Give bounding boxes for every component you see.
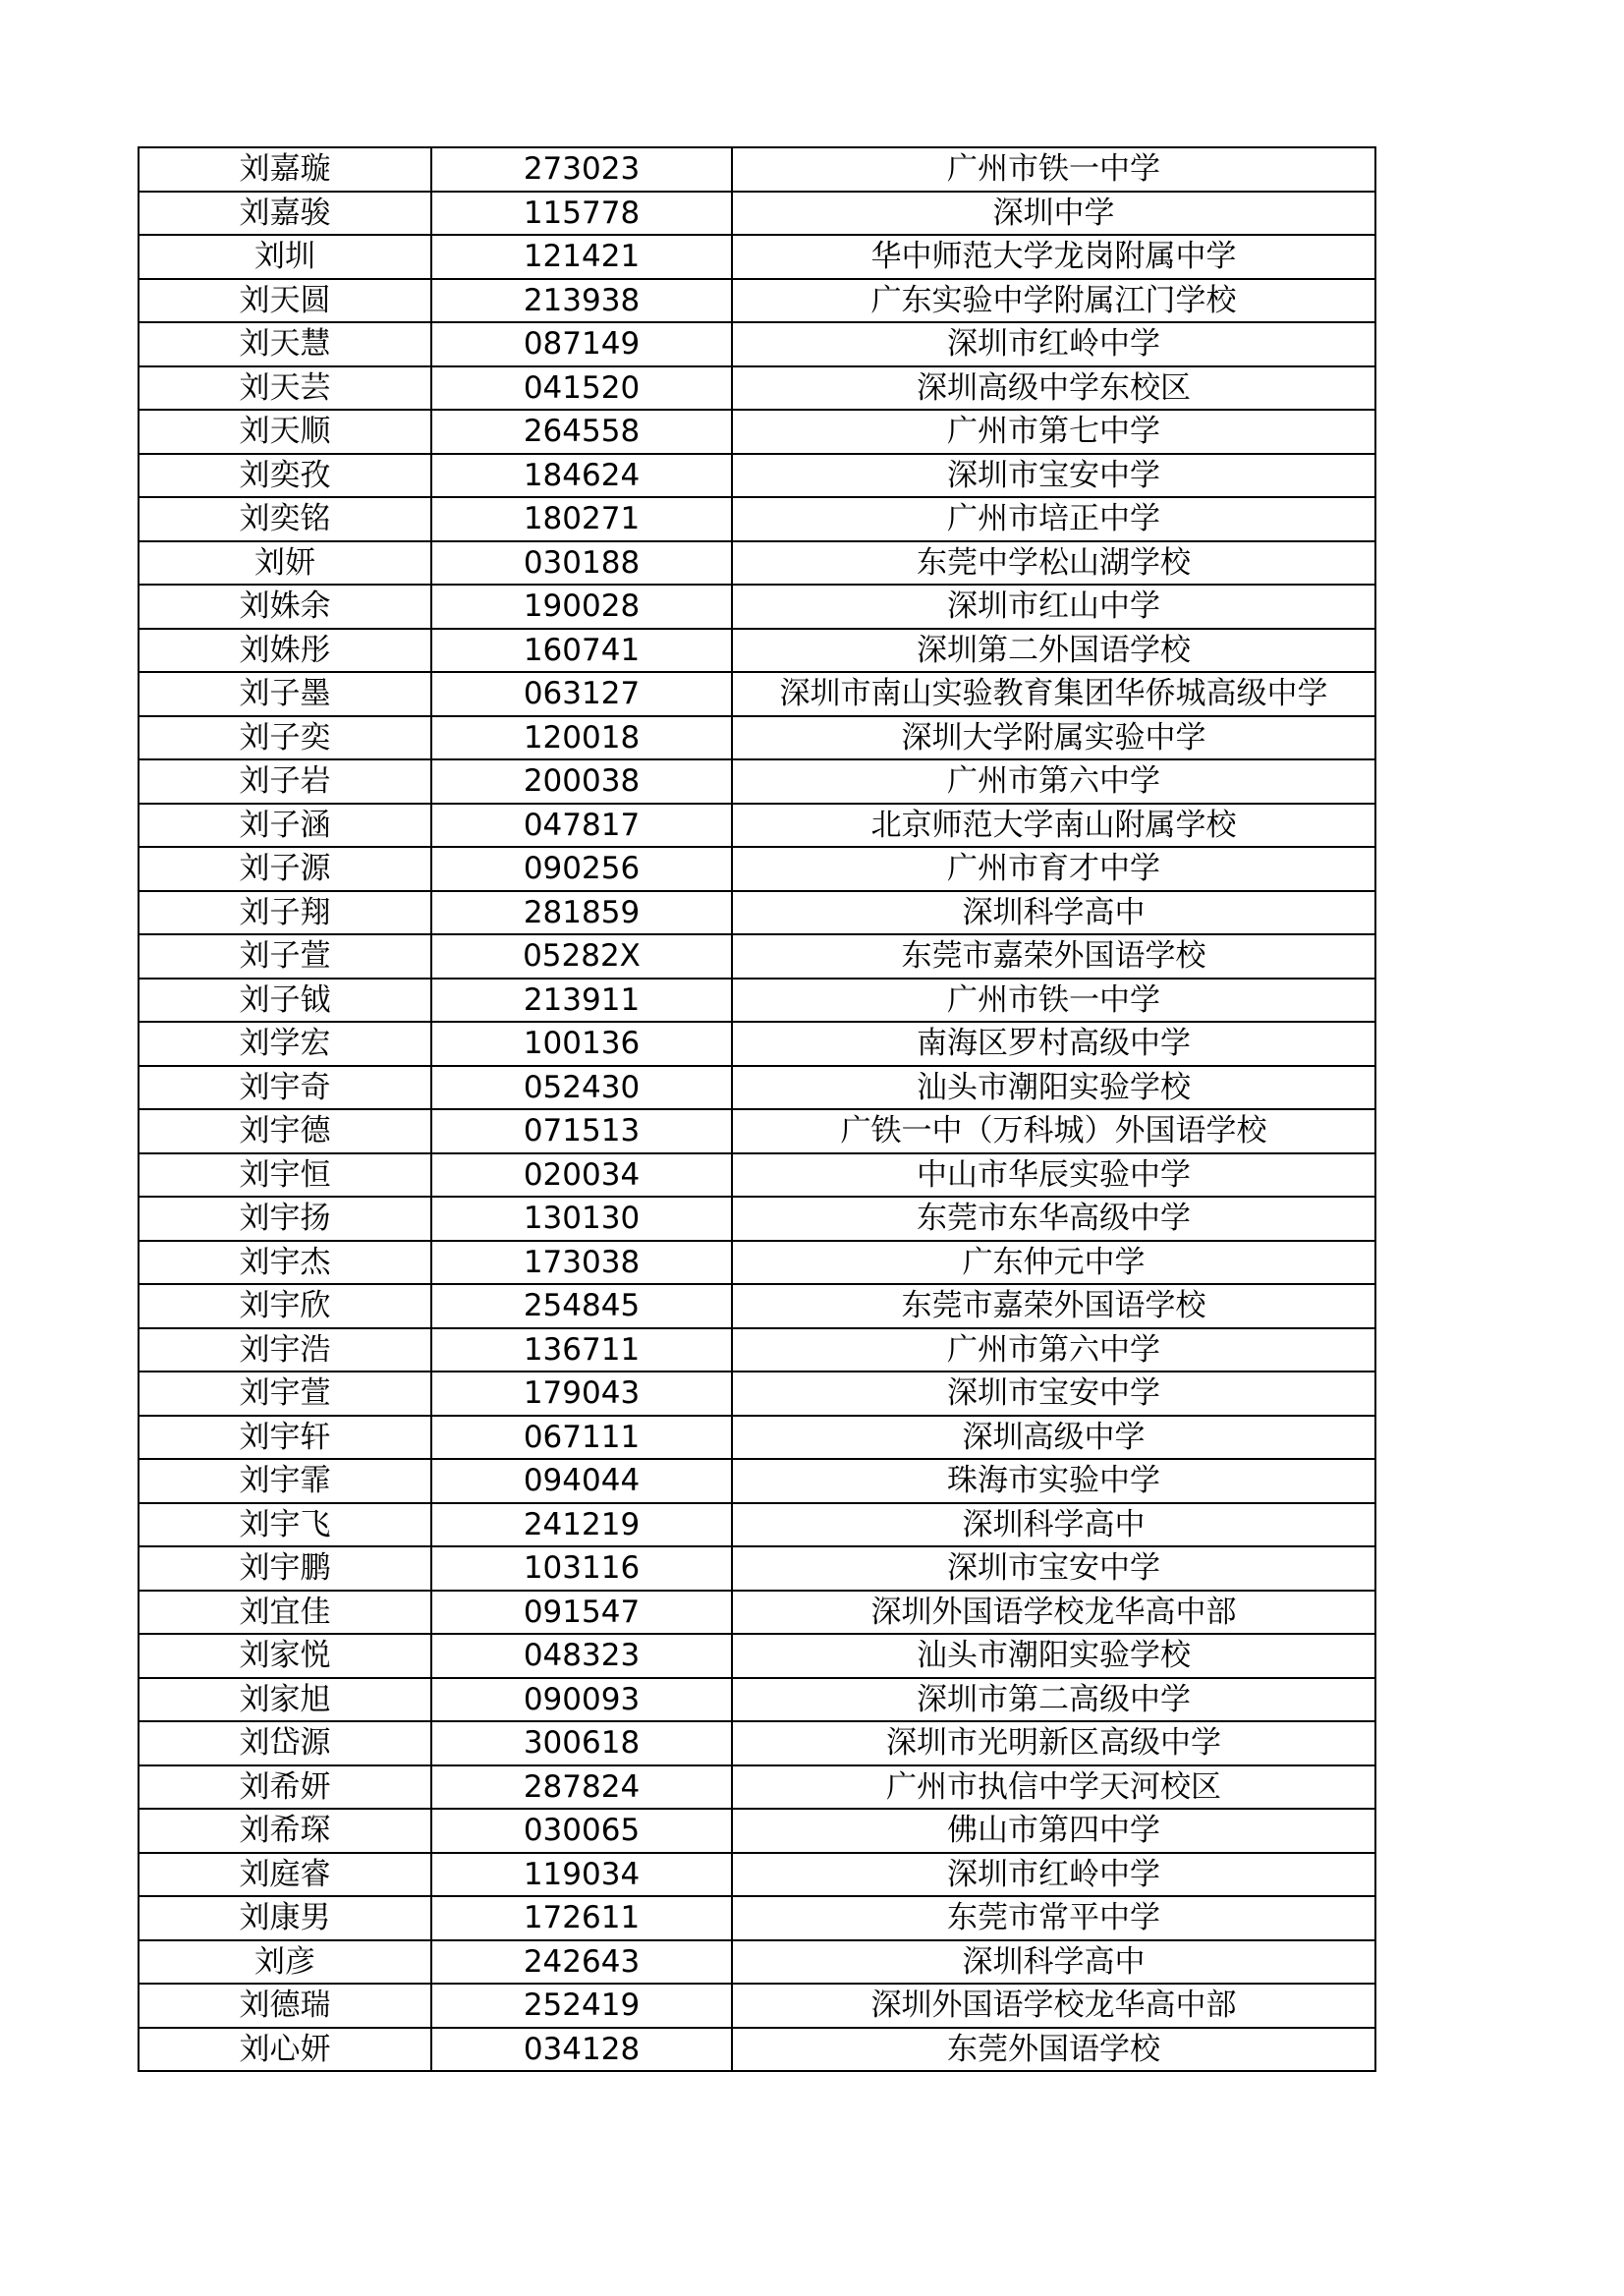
table-row	[139, 1809, 1375, 1853]
school-name-cell: 东莞市嘉荣外国语学校	[732, 1284, 1375, 1328]
school-name-cell: 深圳中学	[732, 192, 1375, 236]
student-id-cell: 213911	[431, 979, 732, 1023]
table-row	[139, 279, 1375, 323]
table-row	[139, 1634, 1375, 1678]
table-row	[139, 541, 1375, 586]
student-name-cell: 刘嘉骏	[139, 192, 431, 236]
school-name-cell: 佛山市第四中学	[732, 1809, 1375, 1853]
school-name-cell: 广州市育才中学	[732, 847, 1375, 891]
student-id-cell: 179043	[431, 1372, 732, 1416]
student-name-cell: 刘宇霏	[139, 1459, 431, 1503]
school-name-cell: 广州市培正中学	[732, 497, 1375, 541]
student-name-cell: 刘子奕	[139, 716, 431, 760]
student-name-cell: 刘宇轩	[139, 1416, 431, 1460]
student-name-cell: 刘希妍	[139, 1765, 431, 1810]
table-row	[139, 322, 1375, 366]
student-name-cell: 刘家旭	[139, 1678, 431, 1722]
student-name-cell: 刘姝余	[139, 585, 431, 629]
student-name-cell: 刘岱源	[139, 1721, 431, 1765]
table-row	[139, 1284, 1375, 1328]
student-id-cell: 242643	[431, 1940, 732, 1985]
table-row	[139, 847, 1375, 891]
student-name-cell: 刘学宏	[139, 1022, 431, 1066]
student-name-cell: 刘子涵	[139, 804, 431, 848]
table-row	[139, 979, 1375, 1023]
student-id-cell: 067111	[431, 1416, 732, 1460]
student-id-cell: 100136	[431, 1022, 732, 1066]
school-name-cell: 广铁一中（万科城）外国语学校	[732, 1109, 1375, 1153]
student-table	[138, 146, 1376, 2072]
student-id-cell: 048323	[431, 1634, 732, 1678]
school-name-cell: 深圳科学高中	[732, 1940, 1375, 1985]
student-id-cell: 071513	[431, 1109, 732, 1153]
student-id-cell: 190028	[431, 585, 732, 629]
table-row	[139, 1241, 1375, 1285]
table-row	[139, 716, 1375, 760]
school-name-cell: 广州市第六中学	[732, 1328, 1375, 1372]
table-row	[139, 1591, 1375, 1635]
student-name-cell: 刘宇萱	[139, 1372, 431, 1416]
table-row	[139, 410, 1375, 454]
school-name-cell: 广东仲元中学	[732, 1241, 1375, 1285]
student-name-cell: 刘宇欣	[139, 1284, 431, 1328]
student-id-cell: 121421	[431, 235, 732, 279]
school-name-cell: 广州市铁一中学	[732, 147, 1375, 192]
school-name-cell: 东莞市嘉荣外国语学校	[732, 934, 1375, 979]
student-name-cell: 刘心妍	[139, 2028, 431, 2072]
student-id-cell: 090256	[431, 847, 732, 891]
table-row	[139, 1109, 1375, 1153]
student-id-cell: 136711	[431, 1328, 732, 1372]
school-name-cell: 东莞市东华高级中学	[732, 1197, 1375, 1241]
student-id-cell: 160741	[431, 629, 732, 673]
student-name-cell: 刘彦	[139, 1940, 431, 1985]
school-name-cell: 深圳科学高中	[732, 891, 1375, 935]
table-row	[139, 1459, 1375, 1503]
school-name-cell: 广州市第七中学	[732, 410, 1375, 454]
student-id-cell: 172611	[431, 1896, 732, 1940]
school-name-cell: 深圳高级中学	[732, 1416, 1375, 1460]
school-name-cell: 中山市华辰实验中学	[732, 1153, 1375, 1198]
student-name-cell: 刘家悦	[139, 1634, 431, 1678]
student-name-cell: 刘嘉璇	[139, 147, 431, 192]
student-id-cell: 120018	[431, 716, 732, 760]
student-name-cell: 刘希琛	[139, 1809, 431, 1853]
table-row	[139, 192, 1375, 236]
student-name-cell: 刘庭睿	[139, 1853, 431, 1897]
student-id-cell: 052430	[431, 1066, 732, 1110]
school-name-cell: 深圳第二外国语学校	[732, 629, 1375, 673]
school-name-cell: 北京师范大学南山附属学校	[732, 804, 1375, 848]
student-id-cell: 264558	[431, 410, 732, 454]
table-row	[139, 1022, 1375, 1066]
table-row	[139, 1066, 1375, 1110]
student-id-cell: 115778	[431, 192, 732, 236]
student-id-cell: 047817	[431, 804, 732, 848]
table-row	[139, 1153, 1375, 1198]
student-id-cell: 300618	[431, 1721, 732, 1765]
student-name-cell: 刘宇恒	[139, 1153, 431, 1198]
student-id-cell: 041520	[431, 366, 732, 411]
school-name-cell: 深圳市宝安中学	[732, 1372, 1375, 1416]
student-id-cell: 200038	[431, 759, 732, 804]
school-name-cell: 深圳高级中学东校区	[732, 366, 1375, 411]
school-name-cell: 东莞市常平中学	[732, 1896, 1375, 1940]
table-row	[139, 759, 1375, 804]
student-name-cell: 刘圳	[139, 235, 431, 279]
school-name-cell: 东莞外国语学校	[732, 2028, 1375, 2072]
student-name-cell: 刘宇德	[139, 1109, 431, 1153]
school-name-cell: 广州市铁一中学	[732, 979, 1375, 1023]
school-name-cell: 深圳外国语学校龙华高中部	[732, 1984, 1375, 2028]
table-row	[139, 891, 1375, 935]
school-name-cell: 广东实验中学附属江门学校	[732, 279, 1375, 323]
student-id-cell: 034128	[431, 2028, 732, 2072]
student-name-cell: 刘宜佳	[139, 1591, 431, 1635]
student-id-cell: 030065	[431, 1809, 732, 1853]
student-name-cell: 刘子钺	[139, 979, 431, 1023]
table-row	[139, 497, 1375, 541]
table-row	[139, 2028, 1375, 2072]
student-name-cell: 刘天圆	[139, 279, 431, 323]
school-name-cell: 深圳市红岭中学	[732, 322, 1375, 366]
student-name-cell: 刘宇鹏	[139, 1546, 431, 1591]
school-name-cell: 深圳外国语学校龙华高中部	[732, 1591, 1375, 1635]
student-name-cell: 刘天慧	[139, 322, 431, 366]
school-name-cell: 深圳市南山实验教育集团华侨城高级中学	[732, 672, 1375, 716]
school-name-cell: 深圳市宝安中学	[732, 454, 1375, 498]
student-name-cell: 刘德瑞	[139, 1984, 431, 2028]
school-name-cell: 深圳科学高中	[732, 1503, 1375, 1547]
student-name-cell: 刘姝彤	[139, 629, 431, 673]
table-row	[139, 1678, 1375, 1722]
student-id-cell: 273023	[431, 147, 732, 192]
student-name-cell: 刘子翔	[139, 891, 431, 935]
student-id-cell: 087149	[431, 322, 732, 366]
school-name-cell: 广州市执信中学天河校区	[732, 1765, 1375, 1810]
student-name-cell: 刘奕铭	[139, 497, 431, 541]
student-name-cell: 刘宇浩	[139, 1328, 431, 1372]
table-row	[139, 1416, 1375, 1460]
table-row	[139, 1328, 1375, 1372]
student-name-cell: 刘子源	[139, 847, 431, 891]
student-name-cell: 刘康男	[139, 1896, 431, 1940]
student-name-cell: 刘宇飞	[139, 1503, 431, 1547]
student-id-cell: 287824	[431, 1765, 732, 1810]
student-id-cell: 130130	[431, 1197, 732, 1241]
student-id-cell: 173038	[431, 1241, 732, 1285]
table-row	[139, 454, 1375, 498]
school-name-cell: 南海区罗村高级中学	[732, 1022, 1375, 1066]
school-name-cell: 深圳市光明新区高级中学	[732, 1721, 1375, 1765]
student-id-cell: 094044	[431, 1459, 732, 1503]
table-row	[139, 1503, 1375, 1547]
student-name-cell: 刘天芸	[139, 366, 431, 411]
student-name-cell: 刘奕孜	[139, 454, 431, 498]
table-row	[139, 366, 1375, 411]
table-row	[139, 1984, 1375, 2028]
table-row	[139, 235, 1375, 279]
school-name-cell: 深圳市红岭中学	[732, 1853, 1375, 1897]
student-name-cell: 刘子墨	[139, 672, 431, 716]
student-id-cell: 030188	[431, 541, 732, 586]
table-row	[139, 672, 1375, 716]
school-name-cell: 珠海市实验中学	[732, 1459, 1375, 1503]
student-id-cell: 090093	[431, 1678, 732, 1722]
student-id-cell: 180271	[431, 497, 732, 541]
table-row	[139, 804, 1375, 848]
student-name-cell: 刘宇杰	[139, 1241, 431, 1285]
table-row	[139, 585, 1375, 629]
school-name-cell: 深圳市宝安中学	[732, 1546, 1375, 1591]
school-name-cell: 深圳市第二高级中学	[732, 1678, 1375, 1722]
student-id-cell: 241219	[431, 1503, 732, 1547]
table-row	[139, 1546, 1375, 1591]
student-name-cell: 刘子萱	[139, 934, 431, 979]
school-name-cell: 汕头市潮阳实验学校	[732, 1066, 1375, 1110]
table-row	[139, 934, 1375, 979]
table-row	[139, 629, 1375, 673]
student-id-cell: 05282X	[431, 934, 732, 979]
student-name-cell: 刘妍	[139, 541, 431, 586]
student-id-cell: 063127	[431, 672, 732, 716]
school-name-cell: 汕头市潮阳实验学校	[732, 1634, 1375, 1678]
student-name-cell: 刘宇奇	[139, 1066, 431, 1110]
student-id-cell: 184624	[431, 454, 732, 498]
student-table-body	[139, 147, 1375, 2071]
student-name-cell: 刘宇扬	[139, 1197, 431, 1241]
student-name-cell: 刘子岩	[139, 759, 431, 804]
student-id-cell: 091547	[431, 1591, 732, 1635]
student-id-cell: 281859	[431, 891, 732, 935]
school-name-cell: 广州市第六中学	[732, 759, 1375, 804]
table-row	[139, 1896, 1375, 1940]
student-id-cell: 254845	[431, 1284, 732, 1328]
student-id-cell: 213938	[431, 279, 732, 323]
table-row	[139, 1372, 1375, 1416]
school-name-cell: 东莞中学松山湖学校	[732, 541, 1375, 586]
student-name-cell: 刘天顺	[139, 410, 431, 454]
school-name-cell: 深圳大学附属实验中学	[732, 716, 1375, 760]
student-id-cell: 020034	[431, 1153, 732, 1198]
table-row	[139, 1197, 1375, 1241]
table-row	[139, 1721, 1375, 1765]
school-name-cell: 华中师范大学龙岗附属中学	[732, 235, 1375, 279]
student-id-cell: 103116	[431, 1546, 732, 1591]
school-name-cell: 深圳市红山中学	[732, 585, 1375, 629]
table-row	[139, 1765, 1375, 1810]
table-row	[139, 1940, 1375, 1985]
student-id-cell: 119034	[431, 1853, 732, 1897]
table-row	[139, 1853, 1375, 1897]
student-id-cell: 252419	[431, 1984, 732, 2028]
table-row	[139, 147, 1375, 192]
